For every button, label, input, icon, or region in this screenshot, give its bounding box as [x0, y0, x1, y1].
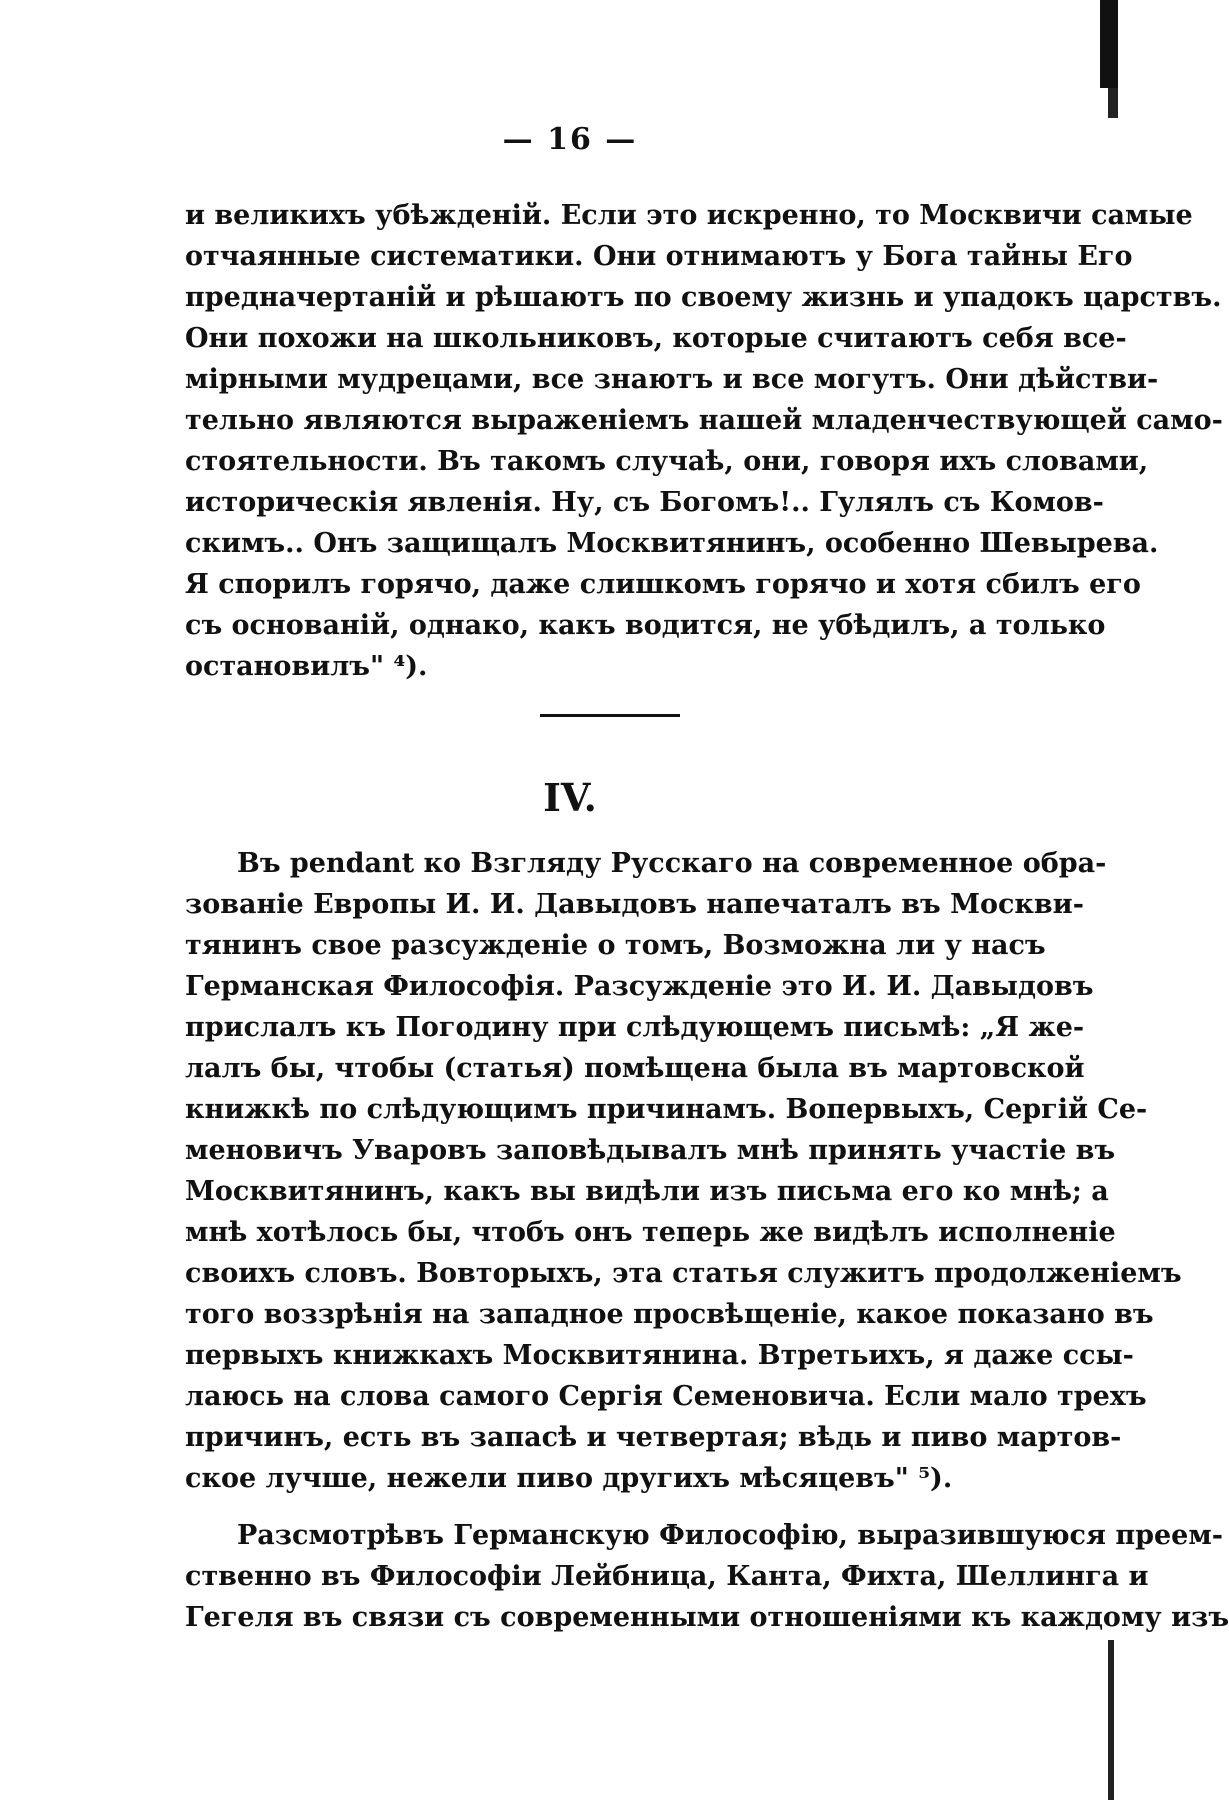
- text-line: тельно являются выраженіемъ нашей младенчествующей само-: [185, 405, 1223, 436]
- paragraph-1: [185, 195, 1223, 687]
- scan-edge-mark: [1108, 88, 1118, 118]
- text-line: отчаянные систематики. Они отнимаютъ у Бога тайны Его: [185, 241, 1133, 272]
- text-line: зованіе Европы И. И. Давыдовъ напечаталъ въ Москви-: [185, 889, 1084, 920]
- text-line: Разсмотрѣвъ Германскую Философію, выразившуюся преем-: [237, 1520, 1223, 1551]
- text-line: того воззрѣнія на западное просвѣщеніе, какое показано въ: [185, 1299, 1154, 1330]
- text-line: лаюсь на слова самого Сергія Семеновича. Если мало трехъ: [185, 1381, 1147, 1412]
- text-line: скимъ.. Онъ защищалъ Москвитянинъ, особенно Шевырева.: [185, 528, 1159, 559]
- page-number: — 16 —: [502, 122, 638, 157]
- text-line: предначертаній и рѣшаютъ по своему жизнь и упадокъ царствъ.: [185, 282, 1222, 313]
- scan-edge-mark: [1100, 0, 1118, 88]
- text-line: остановилъ" ⁴).: [185, 651, 428, 682]
- text-line: прислалъ къ Погодину при слѣдующемъ письмѣ: „Я же-: [185, 1012, 1085, 1043]
- section-divider: [540, 714, 680, 717]
- text-line: Германская Философія. Разсужденіе это И. И. Давыдовъ: [185, 971, 1094, 1002]
- text-line: причинъ, есть въ запасѣ и четвертая; вѣдь и пиво мартов-: [185, 1422, 1122, 1453]
- text-line: съ основаній, однако, какъ водится, не убѣдилъ, а только: [185, 610, 1106, 641]
- text-line: первыхъ книжкахъ Москвитянина. Втретьихъ, я даже ссы-: [185, 1340, 1134, 1371]
- text-line: Я спорилъ горячо, даже слишкомъ горячо и хотя сбилъ его: [185, 569, 1141, 600]
- scan-edge-mark: [1108, 1640, 1114, 1800]
- text-line: своихъ словъ. Вовторыхъ, эта статья служитъ продолженіемъ: [185, 1258, 1182, 1289]
- text-line: мнѣ хотѣлось бы, чтобъ онъ теперь же видѣлъ исполненіе: [185, 1217, 1116, 1248]
- text-line: ственно въ Философіи Лейбница, Канта, Фихта, Шеллинга и: [185, 1561, 1149, 1592]
- paragraph-2: [185, 843, 1182, 1499]
- text-line: Они похожи на школьниковъ, которые считаютъ себя все-: [185, 323, 1127, 354]
- text-line: Москвитянинъ, какъ вы видѣли изъ письма его ко мнѣ; а: [185, 1176, 1109, 1207]
- text-line: книжкѣ по слѣдующимъ причинамъ. Вопервыхъ, Сергій Се-: [185, 1094, 1148, 1125]
- text-line: историческія явленія. Ну, съ Богомъ!.. Гулялъ съ Комов-: [185, 487, 1104, 518]
- text-line: ское лучше, нежели пиво другихъ мѣсяцевъ" ⁵).: [185, 1463, 953, 1494]
- text-line: Гегеля въ связи съ современными отношеніями къ каждому изъ: [185, 1602, 1229, 1633]
- text-line: и великихъ убѣжденій. Если это искренно, то Москвичи самые: [185, 200, 1193, 231]
- text-line: тянинъ свое разсужденіе о томъ, Возможна ли у насъ: [185, 930, 1046, 961]
- text-line: мірными мудрецами, все знаютъ и все могутъ. Они дѣйстви-: [185, 364, 1159, 395]
- text-line: меновичъ Уваровъ заповѣдывалъ мнѣ принять участіе въ: [185, 1135, 1116, 1166]
- text-line: лалъ бы, чтобы (статья) помѣщена была въ мартовской: [185, 1053, 1085, 1084]
- paragraph-3: [185, 1515, 1229, 1638]
- text-line: стоятельности. Въ такомъ случаѣ, они, говоря ихъ словами,: [185, 446, 1149, 477]
- text-line: Въ pendant ко Взгляду Русскаго на современное обра-: [237, 848, 1107, 879]
- section-heading: IV.: [543, 775, 597, 820]
